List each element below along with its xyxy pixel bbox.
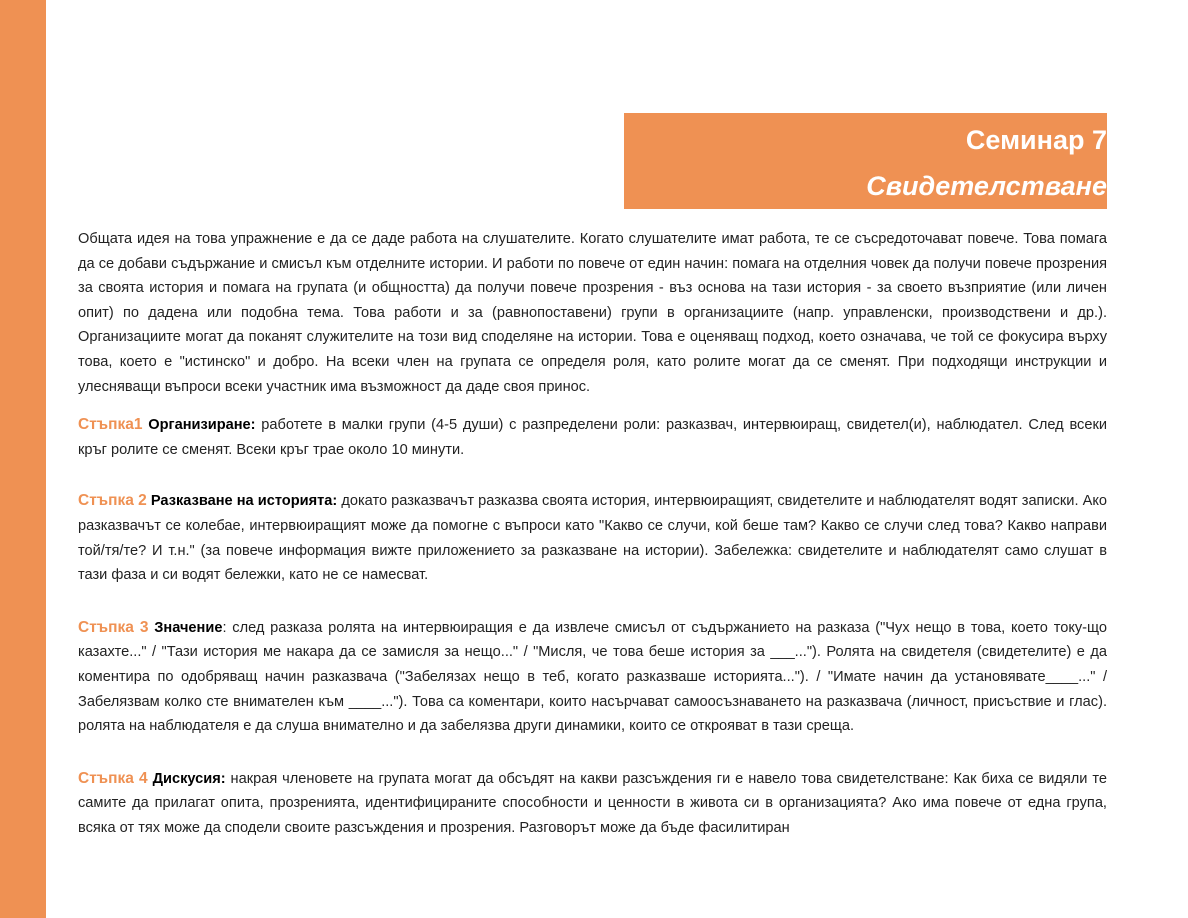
step-1-heading: Организиране: — [148, 417, 256, 434]
step-3-heading: Значение — [154, 619, 223, 636]
step-2-paragraph — [78, 489, 1107, 587]
step-2-label: Стъпка 2 — [78, 492, 147, 510]
step-3-text: : след разказа ролята на интервюиращия е да извлече смисъл от съдържанието на разказа ("Чух нещо в това, което току-що казахте..." / "Тази история ме накара да се замисля за нещо..." / "Мисля, че това беше история за ___..."). Ролята на свидетеля (свидетелите) е да коментира по одобряващ начин разказвача ("Забелязах нещо в теб, когато разказваше историята..."). / "Имате начин да установявате____..." / Забелязвам колко сте внимателен към ____..."). Това са коментари, които насърчават самоосъзнаването на разказвача (личност, присъствие и глас). ролята на наблюдателя е да слуша внимателно и да забелязва други динамики, които се открояват в тази среща. — [78, 619, 1107, 735]
step-1-text: работете в малки групи (4-5 души) с разпределени роли: разказвач, интервюиращ, свидетел(и), наблюдател. След всеки кръг ролите се сменят. Всеки кръг трае около 10 минути. — [78, 417, 1107, 458]
step-4-label: Стъпка 4 — [78, 769, 148, 787]
orange-side-bar — [0, 0, 46, 918]
step-2-text: докато разказвачът разказва своята история, интервюиращият, свидетелите и наблюдателят водят записки. Ако разказвачът се колебае, интервюиращият може да помогне с въпроси като "Какво се случи, кой беше там? Какво се случи след това? Какво направи той/тя/те? И т.н." (за повече информация вижте приложението за разказване на истории). Забележка: свидетелите и наблюдателят само слушат в тази фаза и си водят бележки, като не се намесват. — [78, 493, 1107, 584]
page-subtitle: Свидетелстване — [866, 171, 1107, 201]
step-1-label: Стъпка1 — [78, 416, 143, 434]
title-banner — [624, 113, 1107, 209]
step-4-text: накрая членовете на групата могат да обсъдят на какви разсъждения ги е навело това свидетелстване: Как биха се видяли те самите да прилагат опита, прозренията, идентифицираните способности и ценности в живота си в организацията? Ако има повече от една група, всяка от тях може да сподели своите разсъждения и прозрения. Разговорът може да бъде фасилитиран — [78, 770, 1107, 836]
intro-paragraph: Общата идея на това упражнение е да се даде работа на слушателите. Когато слушателите имат работа, те се съсредоточават повече. Това помага да се добави съдържание и смисъл към отделните истории. И работи по повече от един начин: помага на отделния човек да получи повече прозрения за своята история и помага на групата (и общността) да получи повече прозрения - въз основа на тази история - за своето възприятие (или личен опит) по дадена или подобна тема. Това работи и за (равнопоставени) групи в организациите (напр. управленски, производствени и др.). Организациите могат да поканят служителите на този вид споделяне на истории. Това е оценяващ подход, което означава, че той се фокусира върху това, което е "истинско" и добро. На всеки член на групата се определя роля, като ролите могат да се сменят. При подходящи инструкции и улесняващи въпроси всеки участник има възможност да даде своя принос. — [78, 231, 1107, 395]
step-1-paragraph — [78, 413, 1107, 462]
step-4-heading: Дискусия: — [152, 770, 226, 787]
step-3-label: Стъпка 3 — [78, 618, 149, 636]
document-body — [78, 227, 1107, 868]
step-4-paragraph — [78, 767, 1107, 841]
step-3-paragraph — [78, 616, 1107, 739]
step-2-heading: Разказване на историята: — [150, 493, 338, 510]
page-title: Семинар 7 — [965, 125, 1107, 155]
